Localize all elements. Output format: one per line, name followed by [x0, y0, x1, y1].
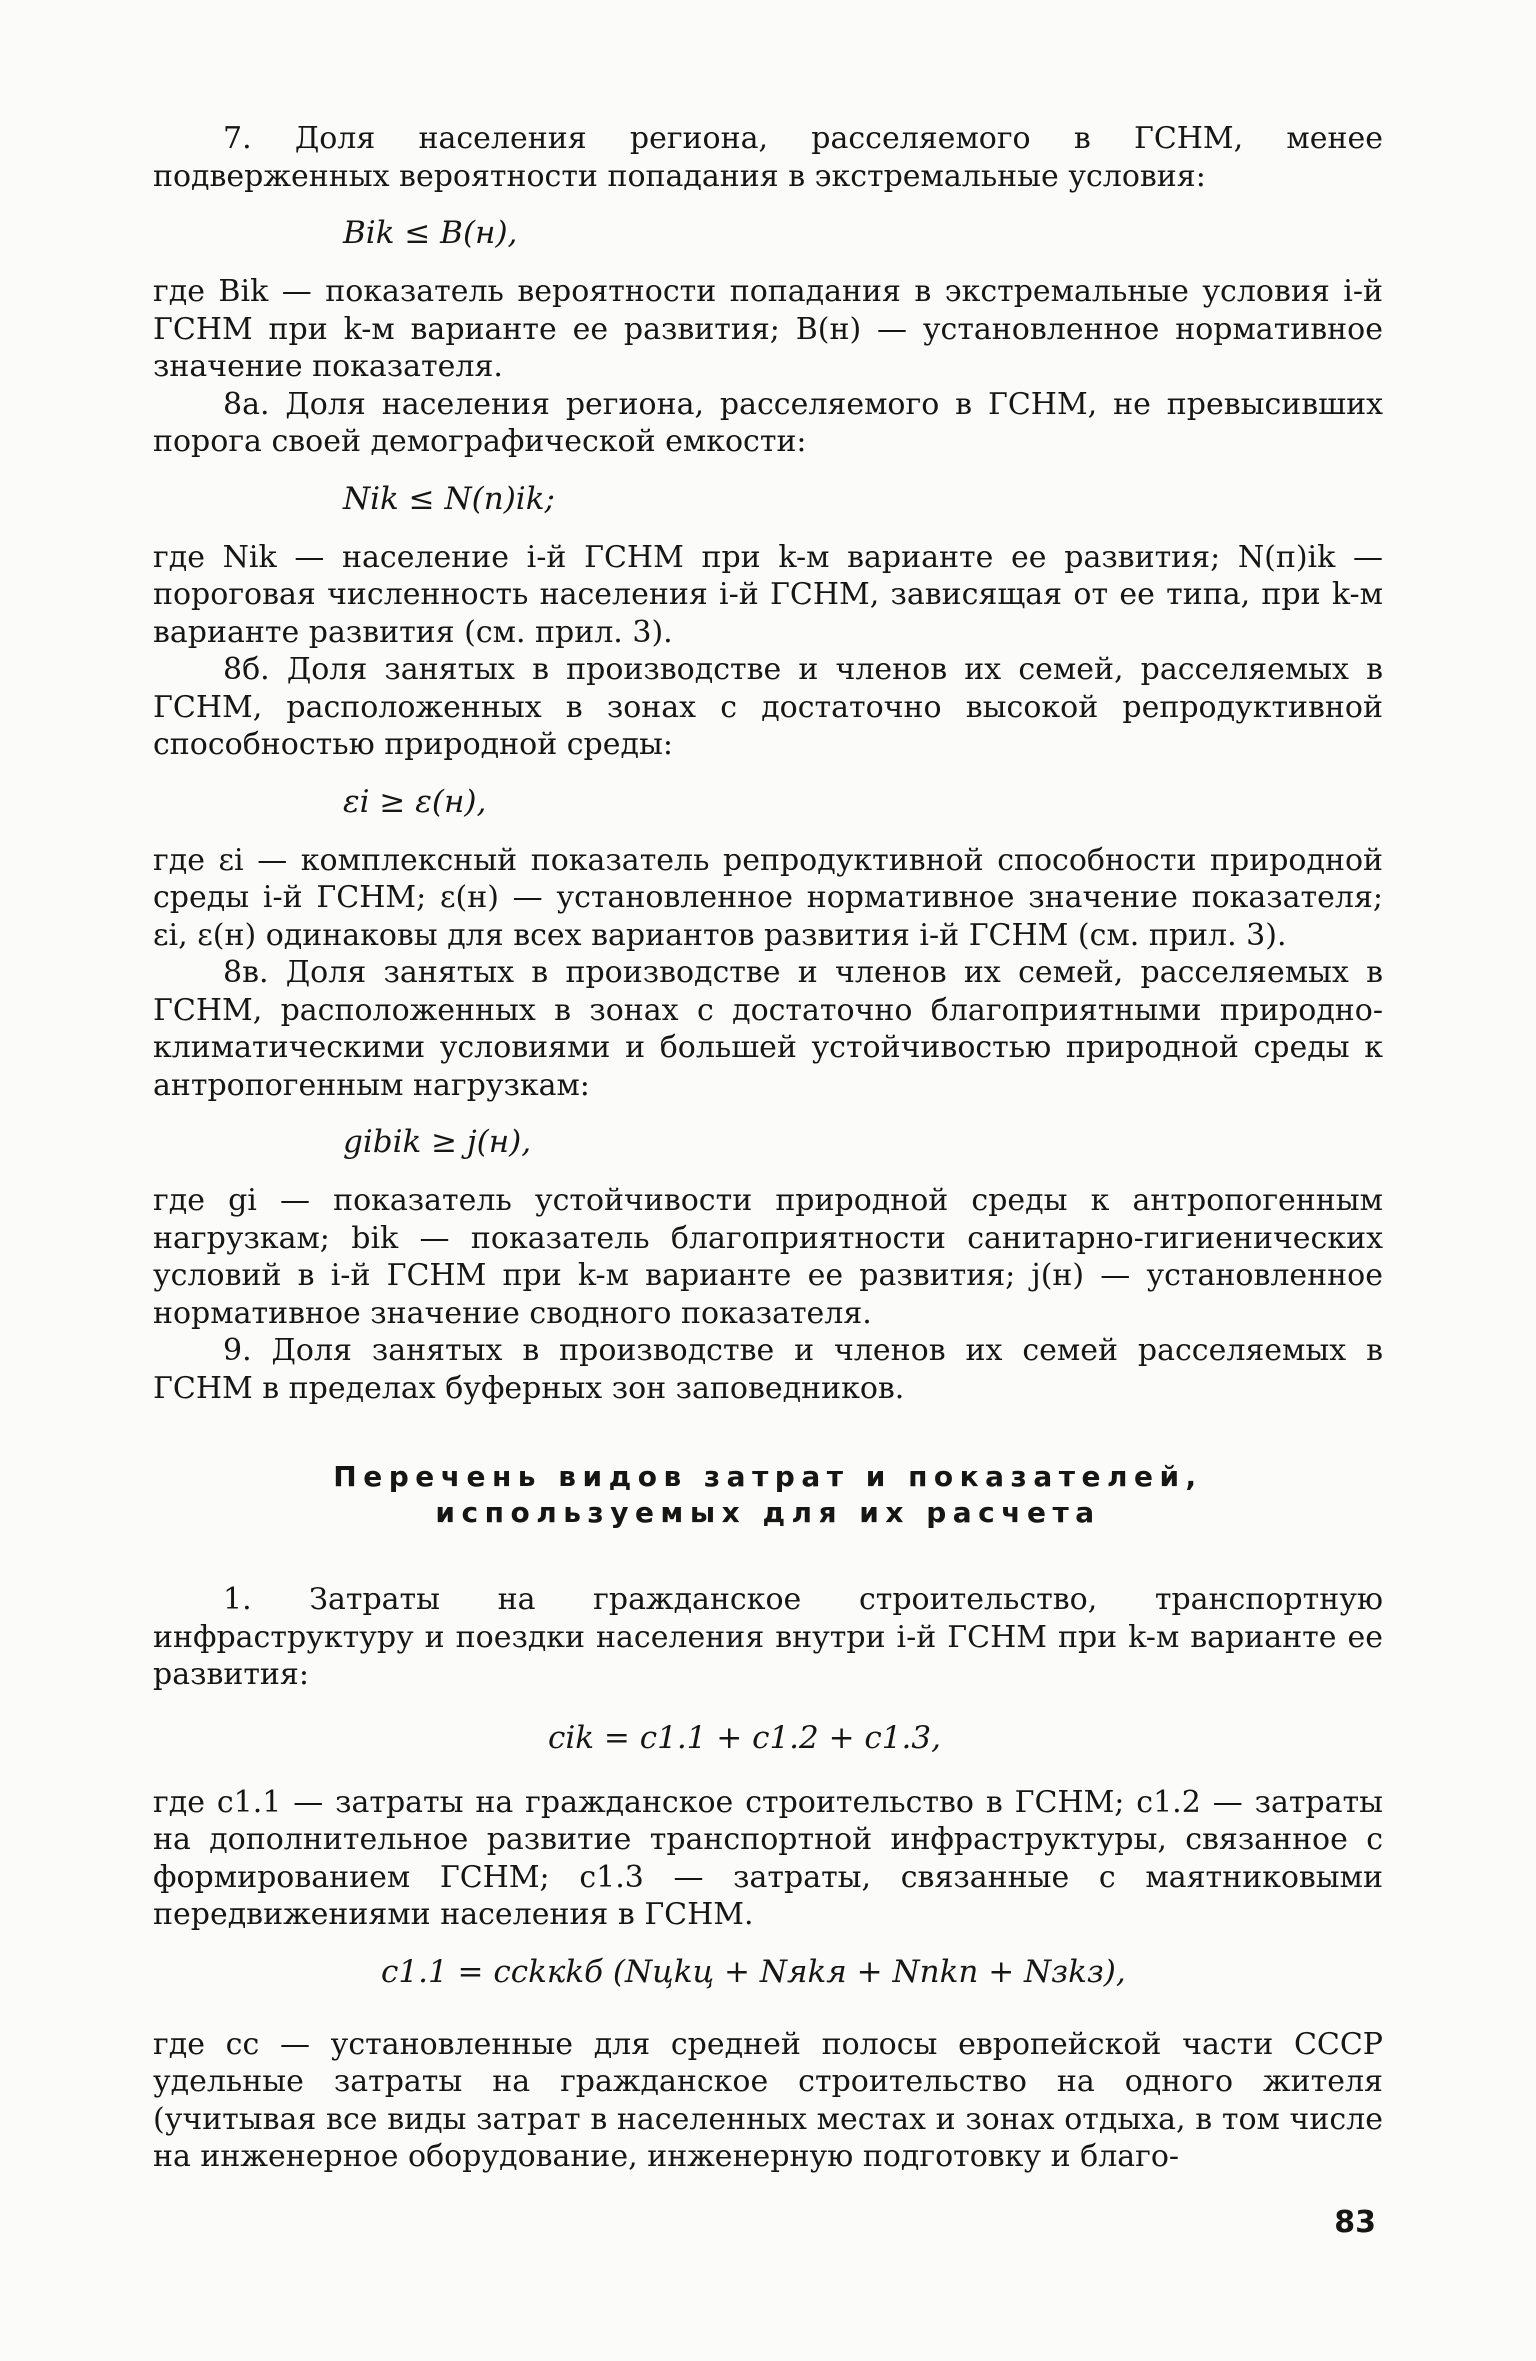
paragraph-8a-where: где Nik — население i-й ГСНМ при k-м варианте ее развития; N(п)ik — пороговая численность населения i-й ГСНМ, зависящая от ее типа, при k-м варианте развития (см. прил. 3). — [153, 539, 1383, 650]
formula-c11: c1.1 = cckкkб (Nцkц + Nяkя + Nпkп + Nзkз), — [381, 1953, 1126, 1990]
paragraph-costs-1-where: где c1.1 — затраты на гражданское строительство в ГСНМ; c1.2 — затраты на дополнительное развитие транспортной инфраструктуры, связанное с формированием ГСНМ; c1.3 — затраты, связанные с маятниковыми передвижениями населения в ГСНМ. — [153, 1784, 1383, 1932]
section-heading-line-1: Перечень видов затрат и показателей, — [333, 1460, 1203, 1493]
formula-8v: gibik ≥ j(н), — [343, 1124, 532, 1160]
formula-cik: cik = c1.1 + c1.2 + c1.3, — [548, 1719, 941, 1756]
text-column — [153, 120, 1383, 2176]
paragraph-7-where: где Bik — показатель вероятности попадания в экстремальные условия i-й ГСНМ при k-м варианте ее развития; B(н) — установленное нормативное значение показателя. — [153, 274, 1383, 384]
paragraph-8v-where: где gi — показатель устойчивости природной среды к антропогенным нагрузкам; bik — показатель благоприятности санитарно-гигиенических условий в i-й ГСНМ при k-м варианте ее развития; j(н) — установленное нормативное значение сводного показателя. — [153, 1183, 1383, 1331]
paragraph-8a: 8а. Доля населения региона, расселяемого в ГСНМ, не превысивших порога своей демографической емкости: — [153, 386, 1383, 459]
paragraph-costs-2-where: где cc — установленные для средней полосы европейской части СССР удельные затраты на гражданское строительство на одного жителя (учитывая все виды затрат в населенных местах и зонах отдыха, в том числе на инженерное оборудование, инженерную подготовку и благо- — [153, 2026, 1383, 2174]
page-number: 83 — [1334, 2205, 1376, 2240]
formula-8b: εi ≥ ε(н), — [343, 783, 487, 820]
paragraph-7: 7. Доля населения региона, расселяемого в ГСНМ, менее подверженных вероятности попадания в экстремальные условия: — [153, 121, 1383, 194]
section-heading-line-2: используемых для их расчета — [435, 1496, 1101, 1529]
formula-8a: Nik ≤ N(п)ik; — [343, 480, 555, 517]
section-heading — [153, 1459, 1383, 1531]
paragraph-8b: 8б. Доля занятых в производстве и членов их семей, расселяемых в ГСНМ, расположенных в зонах с достаточно высокой репродуктивной способностью природной среды: — [153, 652, 1383, 762]
paragraph-costs-1: 1. Затраты на гражданское строительство, транспортную инфраструктуру и поездки населения внутри i-й ГСНМ при k-м варианте ее развития: — [153, 1582, 1383, 1692]
paragraph-9: 9. Доля занятых в производстве и членов их семей расселяемых в ГСНМ в пределах буферных зон заповедников. — [153, 1333, 1383, 1406]
paragraph-8b-where: где εi — комплексный показатель репродуктивной способности природной среды i-й ГСНМ; ε(н) — установленное нормативное значение показателя; εi, ε(н) одинаковы для всех вариантов развития i-й ГСНМ (см. прил. 3). — [153, 842, 1383, 953]
formula-7: Bik ≤ B(н), — [343, 215, 518, 251]
paragraph-8v: 8в. Доля занятых в производстве и членов их семей, расселяемых в ГСНМ, расположенных в зонах с достаточно благоприятными природно-климатическими условиями и большей устойчивостью природной среды к антропогенным нагрузкам: — [153, 955, 1383, 1103]
